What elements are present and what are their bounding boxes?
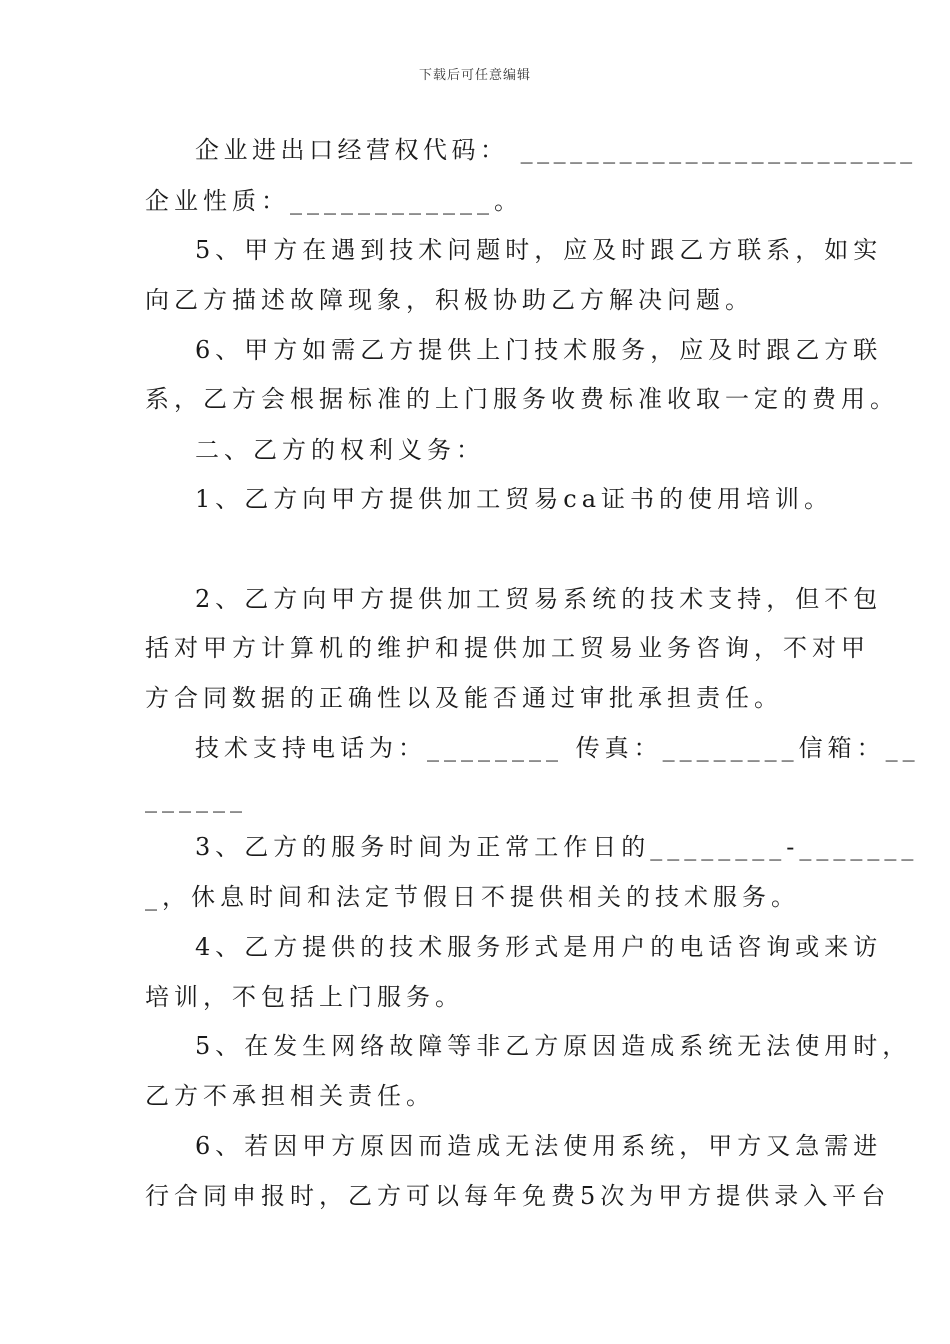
text-line: 2、乙方向甲方提供加工贸易系统的技术支持，但不包 [195, 585, 883, 613]
text-line: 6、若因甲方原因而造成无法使用系统，甲方又急需进 [195, 1132, 883, 1160]
text-line: 培训，不包括上门服务。 [145, 983, 464, 1011]
text-line: 1、乙方向甲方提供加工贸易ca证书的使用培训。 [195, 485, 834, 513]
page-header: 下载后可任意编辑 [418, 68, 531, 83]
text-line: 3、乙方的服务时间为正常工作日的________-_______ [195, 833, 919, 861]
text-line: 括对甲方计算机的维护和提供加工贸易业务咨询，不对甲 [145, 634, 870, 662]
text-line: 企业进出口经营权代码： ________________________ [195, 136, 917, 164]
text-line: 方合同数据的正确性以及能否通过审批承担责任。 [145, 684, 783, 712]
text-line: 向乙方描述故障现象，积极协助乙方解决问题。 [145, 286, 754, 314]
text-line: 5、甲方在遇到技术问题时，应及时跟乙方联系，如实 [195, 236, 883, 264]
text-line: 技术支持电话为：________ 传真：________信箱：__ [195, 734, 920, 762]
text-line: 5、在发生网络故障等非乙方原因造成系统无法使用时， [195, 1032, 912, 1060]
text-line: 4、乙方提供的技术服务形式是用户的电话咨询或来访 [195, 933, 883, 961]
text-line: 系，乙方会根据标准的上门服务收费标准收取一定的费用。 [145, 385, 899, 413]
text-line: 乙方不承担相关责任。 [145, 1082, 435, 1110]
text-line: 二、乙方的权利义务： [195, 436, 485, 464]
text-line: 行合同申报时，乙方可以每年免费5次为甲方提供录入平台 [145, 1182, 891, 1210]
text-line: ______ [145, 785, 247, 813]
text-line: _，休息时间和法定节假日不提供相关的技术服务。 [145, 883, 800, 911]
text-line: 企业性质：____________。 [145, 187, 523, 215]
text-line: 6、甲方如需乙方提供上门技术服务，应及时跟乙方联 [195, 336, 883, 364]
